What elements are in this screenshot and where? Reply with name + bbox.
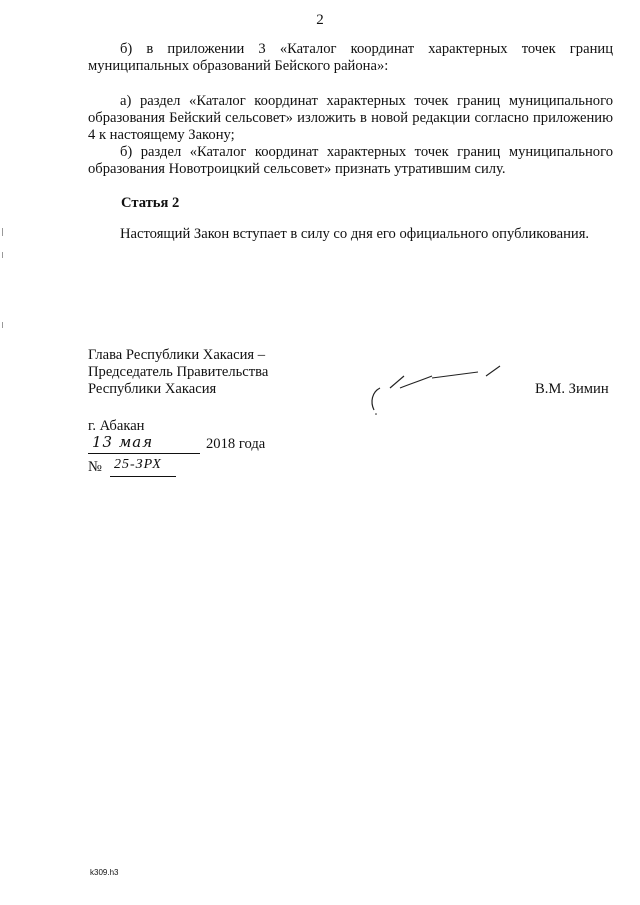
law-number-line [88, 459, 288, 477]
handwritten-law-number: 25-ЗРХ [114, 457, 162, 472]
article-2-heading: Статья 2 [121, 195, 180, 211]
signer-position-line: Глава Республики Хакасия – [88, 347, 266, 363]
document-footer-code: k309.h3 [90, 868, 119, 877]
handwritten-signature [360, 358, 520, 418]
paragraph-subsection-a: а) раздел «Каталог координат характерных точек границ муниципального образования Бейский сельсовет» изложить в новой редакции согласно приложению 4 к настоящему Закону; [88, 93, 613, 143]
scan-margin-mark [2, 252, 3, 258]
signer-position-line: Республики Хакасия [88, 381, 217, 397]
handwritten-date: 13 мая [92, 433, 154, 451]
paragraph-subsection-b: б) раздел «Каталог координат характерных точек границ муниципального образования Новотроицкий сельсовет» признать утратившим силу. [88, 144, 613, 177]
scan-margin-mark [2, 228, 3, 236]
page-number: 2 [316, 12, 324, 28]
date-line [88, 433, 288, 454]
scan-margin-mark [2, 322, 3, 328]
number-sign: № [88, 459, 102, 475]
signer-position-line: Председатель Правительства [88, 364, 269, 380]
city: г. Абакан [88, 418, 145, 434]
date-year: 2018 года [206, 436, 266, 452]
signer-position [88, 347, 268, 398]
signer-name: В.М. Зимин [535, 381, 609, 397]
paragraph-amendment-b: б) в приложении 3 «Каталог координат характерных точек границ муниципальных образований Бейского района»: [88, 41, 613, 74]
article-2-text: Настоящий Закон вступает в силу со дня его официального опубликования. [120, 226, 590, 242]
